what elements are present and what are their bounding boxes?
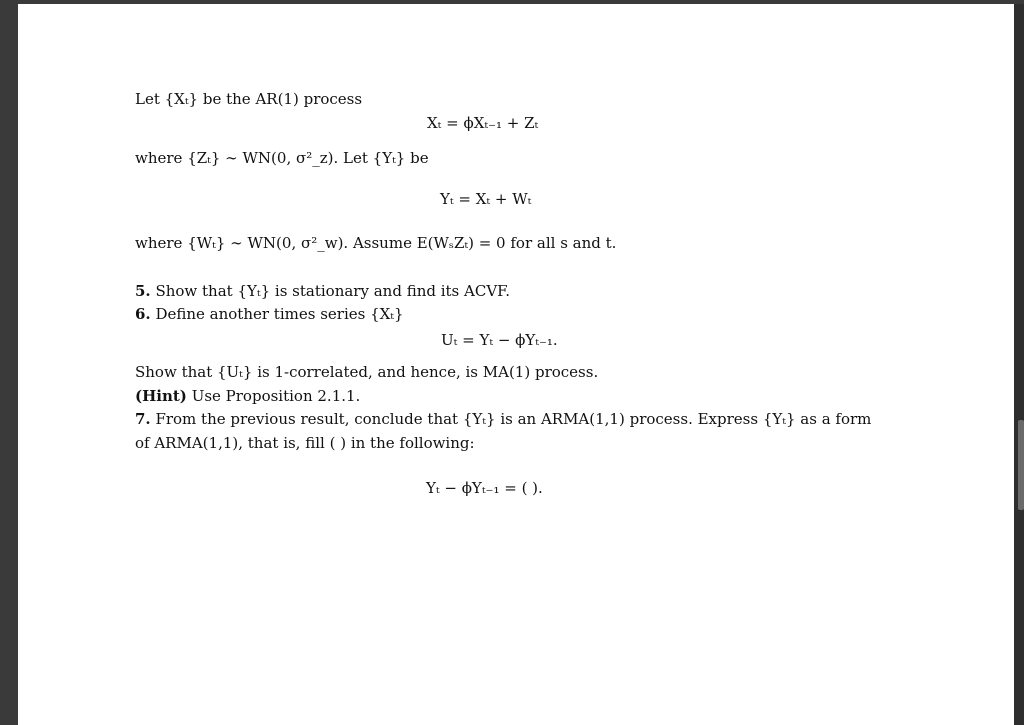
equation-text: Uₜ = Yₜ − ϕYₜ₋₁.: [441, 331, 558, 349]
question-7: [135, 409, 871, 429]
where-w-text: where {Wₜ} ∼ WN(0, σ²_w). Assume E(WₛZₜ) = 0 for all s and t.: [135, 234, 617, 252]
question-number: 7.: [135, 410, 151, 428]
intro-text: Let {Xₜ} be the AR(1) process: [135, 90, 363, 108]
question-number: 6.: [135, 305, 151, 323]
equation-y: [440, 189, 531, 209]
scroll-handle[interactable]: [1018, 420, 1024, 510]
question-text: From the previous result, conclude that {Yₜ} is an ARMA(1,1) process. Express {Yₜ} as a form: [155, 410, 872, 428]
where-z-line: [135, 148, 429, 168]
intro-line: [135, 89, 362, 109]
where-w-line: [135, 233, 616, 253]
question-5: [135, 281, 510, 301]
equation-u: [441, 330, 558, 350]
question-text: of ARMA(1,1), that is, fill ( ) in the following:: [135, 434, 475, 452]
question-number: 5.: [135, 282, 151, 300]
window-edge: [1014, 4, 1024, 725]
hint-label: (Hint): [135, 387, 187, 405]
show-line: [135, 362, 598, 382]
show-text: Show that {Uₜ} is 1-correlated, and hence, is MA(1) process.: [135, 363, 599, 381]
hint-line: [135, 386, 360, 406]
question-text: Show that {Yₜ} is stationary and find its ACVF.: [155, 282, 510, 300]
equation-text: Xₜ = ϕXₜ₋₁ + Zₜ: [427, 114, 539, 132]
question-7-continued: [135, 433, 475, 453]
equation-text: Yₜ − ϕYₜ₋₁ = ( ).: [426, 479, 543, 497]
equation-text: Yₜ = Xₜ + Wₜ: [440, 190, 532, 208]
question-text: Define another times series {Xₜ}: [155, 305, 404, 323]
where-z-text: where {Zₜ} ∼ WN(0, σ²_z). Let {Yₜ} be: [135, 149, 429, 167]
hint-text: Use Proposition 2.1.1.: [191, 387, 361, 405]
question-6: [135, 304, 404, 324]
equation-arma: [426, 478, 543, 498]
equation-ar1: [427, 113, 538, 133]
